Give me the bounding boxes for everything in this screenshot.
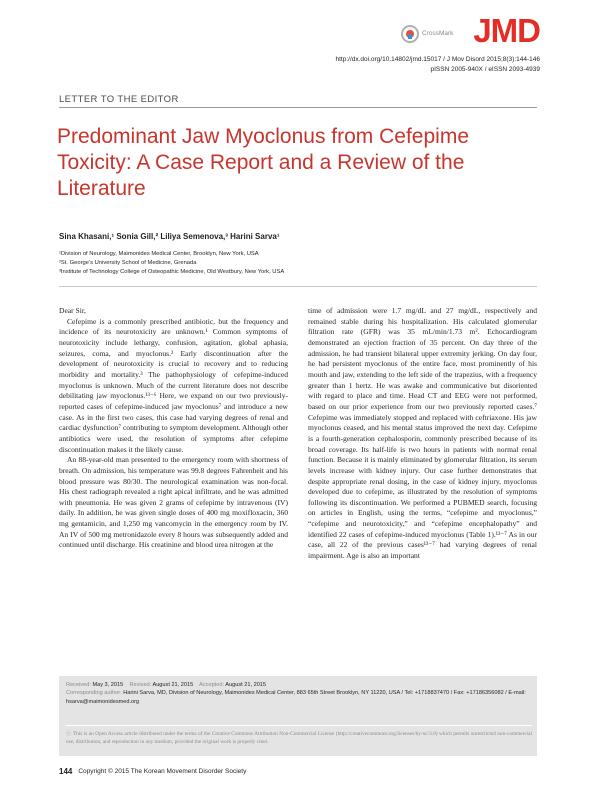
- license-statement: ⓒ This is an Open Access article distributed under the terms of the Creative Commons Attribution Non-Commercial License (http://creativecommons.org/licenses/by-nc/3.0) which permits unrestricted non-commercial use, distribution, and reproduction in any medium, provided the original work is properly cited.: [66, 731, 532, 745]
- accepted-date: August 21, 2015: [225, 682, 267, 688]
- page-number: 144: [59, 767, 73, 776]
- page-footer: [59, 767, 246, 776]
- body-column-right: [308, 306, 537, 562]
- section-divider: [59, 107, 537, 108]
- salutation: Dear Sir,: [59, 306, 86, 315]
- crossmark-icon: [401, 25, 419, 43]
- accepted-label: Accepted:: [199, 682, 225, 688]
- received-date: May 3, 2015: [92, 682, 124, 688]
- corresponding-author: [66, 689, 532, 706]
- body-paragraph: Cefepime is a commonly prescribed antibiotic, but the frequency and incidence of its neurotoxicity are unknown.¹ Common symptoms of neurotoxicity include lethargy, confusion, agitation, global aphasia, seizures, coma, and myoclonus.² Early discontinuation after the development of neurotoxicity is crucial to recovery and to reducing morbidity and mortality.³ The pathophysiology of cefepime-induced myoclonus is unknown. Much of the current literature does not describe debilitating jaw myoclonus.¹³⁻⁶ Here, we expand on our two previously-reported cases of cefepime-induced jaw myoclonus⁷ and introduce a new case. As in the first two cases, this case had varying degrees of renal and cardiac dysfunction⁷ contributing to symptom development. Although other antibiotics were used, the resolution of symptoms after cefepime discontinuation makes it the likely cause.: [59, 316, 288, 454]
- section-label: LETTER TO THE EDITOR: [59, 94, 179, 105]
- affiliations: [59, 250, 284, 277]
- doi-citation[interactable]: http://dx.doi.org/10.14802/jmd.15017 / J Mov Disord 2015;8(3):144-146: [335, 56, 540, 63]
- article-info: [66, 681, 532, 706]
- article-title: Predominant Jaw Myoclonus from Cefepime Toxicity: A Case Report and a Review of the Literature: [57, 125, 470, 200]
- revised-date: August 21, 2015: [152, 682, 194, 688]
- info-divider: [66, 725, 532, 726]
- body-paragraph: An 88-year-old man presented to the emergency room with shortness of breath. On admission, his temperature was 99.8 degrees Fahrenheit and his blood pressure was 80/30. The neurological examination was non-focal. His chest radiograph revealed a right apical infiltrate, and he was admitted with pneumonia. He was given 2 grams of cefepime by intravenous (IV) daily. In addition, he was given single doses of 400 mg moxifloxacin, 360 mg gentamicin, and 1,250 mg vancomycin in the emergency room by IV. An IV of 500 mg metronidazole every 8 hours was subsequently added and continued until discharge. His creatinine and blood urea nitrogen at the: [59, 455, 288, 550]
- body-column-left: [59, 306, 288, 551]
- citation-block: [335, 55, 540, 75]
- author-list: Sina Khasani,¹ Sonia Gill,² Liliya Semenova,³ Harini Sarva¹: [59, 232, 280, 241]
- affiliation-2: ²St. George’s University School of Medicine, Grenada: [59, 260, 197, 266]
- corresponding-label: Corresponding author:: [66, 690, 122, 697]
- body-paragraph: time of admission were 1.7 mg/dL and 27 mg/dL, respectively and remained stable during his hospitalization. His calculated glomerular filtration rate (GFR) was 35 mL/min/1.73 m². Echocardiogram demonstrated an ejection fraction of 35 percent. On day three of the admission, he had transient bilateral upper extremity jerking. On day four, he had persistent myoclonus of the entire face, most prominently of his mouth and jaw, extending to the left side of the trapezius, with a frequency greater than 1 hertz. He was awake and communicative but disoriented with regard to place and time. Head CT and EEG were not performed, based on our prior experience from our two previously reported cases.⁷ Cefepime was immediately stopped and replaced with ceftriaxone. His jaw myoclonus ceased, and his mental status improved the next day. Cefepime is a fourth-generation cephalosporin, commonly prescribed because of its broad coverage. Its half-life is two hours in patients with normal renal function. Because it is mainly eliminated by glomerular filtration, its serum levels increase with kidney injury. Our case further demonstrates that despite appropriate renal dosing, in the case of kidney injury, myoclonus developed due to cefepime, as illustrated by the resolution of symptoms following its discontinuation. We performed a PUBMED search, focusing on articles in English, using the terms, “cefepime and myoclonus,” “cefepime and neurotoxicity,” and “cefepime encephalopathy” and identified 22 cases of cefepime-induced myoclonus (Table 1).¹³⁻⁷ As in our case, all 22 of the previous cases¹³⁻⁷ had varying degrees of renal impairment. Age is also an important: [308, 306, 537, 561]
- issn: pISSN 2005-940X / eISSN 2093-4939: [430, 66, 540, 73]
- affiliation-1: ¹Division of Neurology, Maimonides Medical Center, Brooklyn, New York, USA: [59, 251, 259, 257]
- revised-label: Revised:: [129, 682, 152, 688]
- crossmark-badge[interactable]: [401, 24, 469, 44]
- received-label: Received:: [66, 682, 91, 688]
- corresponding-details: Harini Sarva, MD, Division of Neurology, Maimonides Medical Center, 883 65th Street Brooklyn, NY 11220, USA / Tel: +1718837470 / Fax: +17186356082 / E-mail: hsarva@maimonidesmed.org: [66, 690, 526, 705]
- affiliation-divider: [59, 286, 537, 287]
- copyright: Copyright © 2015 The Korean Movement Disorder Society: [78, 768, 247, 775]
- journal-logo: JMD: [473, 12, 540, 49]
- crossmark-label: CrossMark: [422, 29, 454, 37]
- article-dates: [66, 681, 532, 689]
- affiliation-3: ³Institute of Technology College of Osteopathic Medicine, Old Westbury, New York, USA: [59, 269, 285, 275]
